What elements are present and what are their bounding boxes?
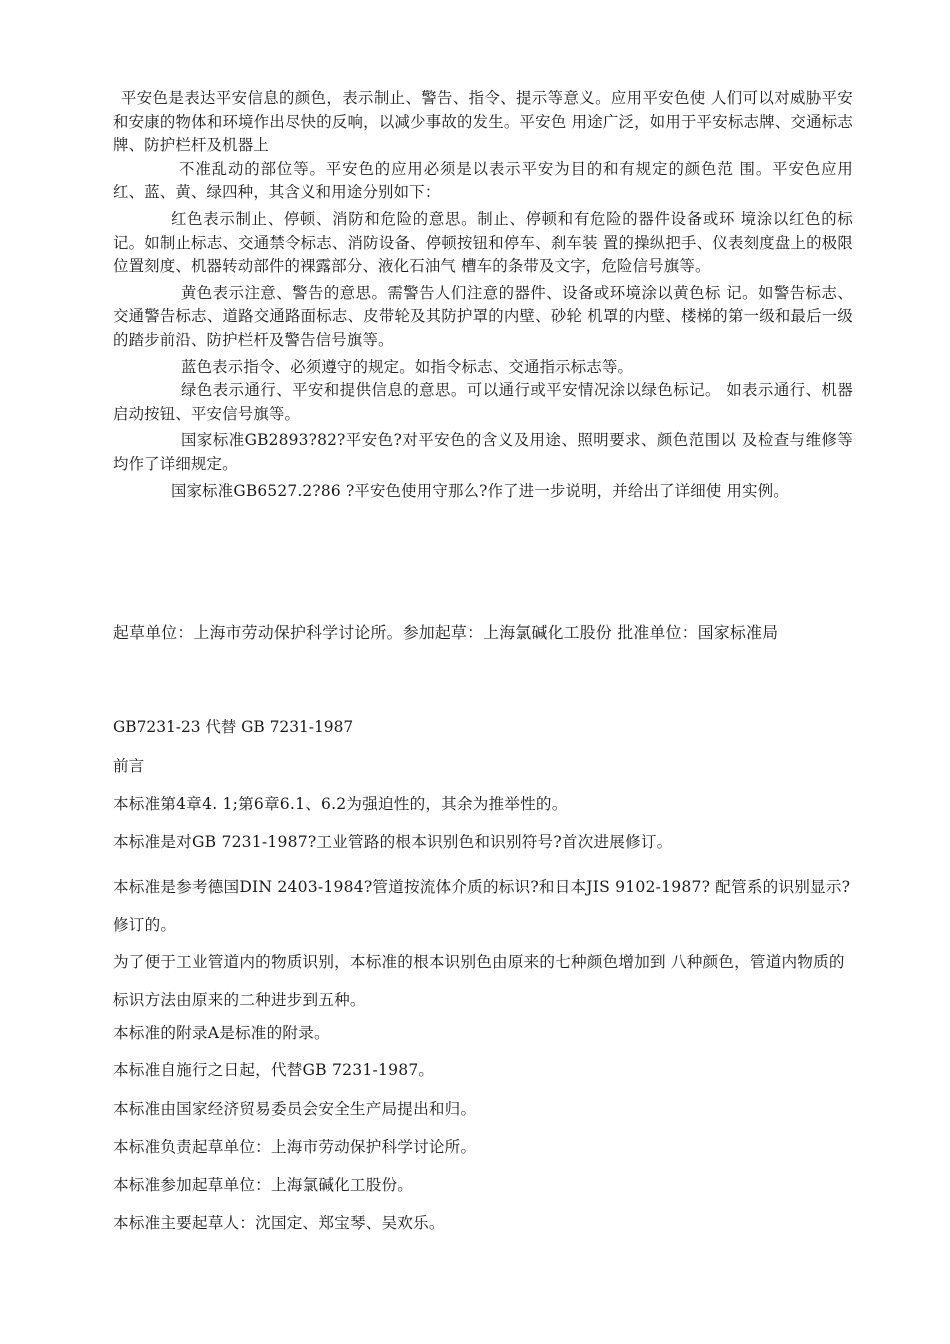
foreword-mandatory-clauses: 本标准第4章4. 1;第6章6.1、6.2为强迫性的，其余为推举性的。 [113, 795, 568, 813]
foreword-main-drafters: 本标准主要起草人：沈国定、郑宝琴、吴欢乐。 [113, 1214, 445, 1232]
foreword-reference-standards: 本标准是参考德国DIN 2403-1984?管道按流体介质的标识?和日本JIS 9102-1987? 配管系的识别显示?修订的。 [113, 878, 851, 934]
paragraph-safety-color-application: 不准乱动的部位等。平安色的应用必须是以表示平安为目的和有规定的颜色范 围。平安色应用红、蓝、黄、绿四种，其含义和用途分别如下： [113, 159, 853, 202]
paragraph-gb6527-reference: 国家标准GB6527.2?86 ?平安色使用守那么?作了进一步说明，并给出了详细使 用实例。 [171, 481, 789, 500]
paragraph-blue-meaning: 蓝色表示指令、必须遵守的规定。如指令标志、交通指示标志等。 [181, 357, 634, 376]
foreword-appendix-note: 本标准的附录A是标准的附录。 [113, 1024, 330, 1042]
foreword-responsible-drafter: 本标准负责起草单位：上海市劳动保护科学讨论所。 [113, 1138, 477, 1156]
drafting-unit-info: 起草单位：上海市劳动保护科学讨论所。参加起草：上海氯碱化工股份 批准单位：国家标准局 [113, 623, 779, 642]
safety-color-section [113, 87, 853, 503]
paragraph-red-meaning: 红色表示制止、停顿、消防和危险的意思。制止、停顿和有危险的器件设备或环 境涂以红色的标记。如制止标志、交通禁令标志、消防设备、停顿按钮和停车、刹车装 置的操纵把手、仪表刻度盘上的极限位置刻度、机器转动部件的裸露部分、液化石油气 槽车的条带及文字，危险信号旗等。 [113, 209, 853, 276]
paragraph-green-meaning: 绿色表示通行、平安和提供信息的意思。可以通行或平安情况涂以绿色标记。 如表示通行、机器启动按钮、平安信号旗等。 [113, 381, 853, 423]
paragraph-gb2893-reference: 国家标准GB2893?82?平安色?对平安色的含义及用途、照明要求、颜色范围以 及检查与维修等均作了详细规定。 [113, 431, 853, 473]
foreword-color-increase: 为了便于工业管道内的物质识别，本标准的根本识别色由原来的七种颜色增加到 八种颜色，管道内物质的标识方法由原来的二种进步到五种。 [113, 953, 845, 1009]
foreword-heading: 前言 [113, 757, 145, 775]
paragraph-safety-color-intro: 平安色是表达平安信息的颜色，表示制止、警告、指令、提示等意义。应用平安色使 人们可以对威胁平安和安康的物体和环境作出尽快的反响，以减少事故的发生。平安色 用途广泛，如用于平安标志牌、交通标志牌、防护栏杆及机器上 [113, 89, 853, 155]
foreword-participating-drafter: 本标准参加起草单位：上海氯碱化工股份。 [113, 1176, 414, 1194]
paragraph-yellow-meaning: 黄色表示注意、警告的意思。需警告人们注意的器件、设备或环境涂以黄色标 记。如警告标志、交通警告标志、道路交通路面标志、皮带轮及其防护罩的内壁、砂轮 机罩的内壁、楼梯的第一级和最后一级的踏步前沿、防护栏杆及警告信号旗等。 [113, 283, 853, 349]
foreword-revision-note: 本标准是对GB 7231-1987?工业管路的根本识别色和识别符号?首次进展修订。 [113, 833, 673, 851]
standard-number-line: GB7231-23 代替 GB 7231-1987 [113, 718, 354, 736]
foreword-effective-date: 本标准自施行之日起，代替GB 7231-1987。 [113, 1061, 435, 1079]
foreword-proposer: 本标准由国家经济贸易委员会安全生产局提出和归。 [113, 1100, 477, 1118]
